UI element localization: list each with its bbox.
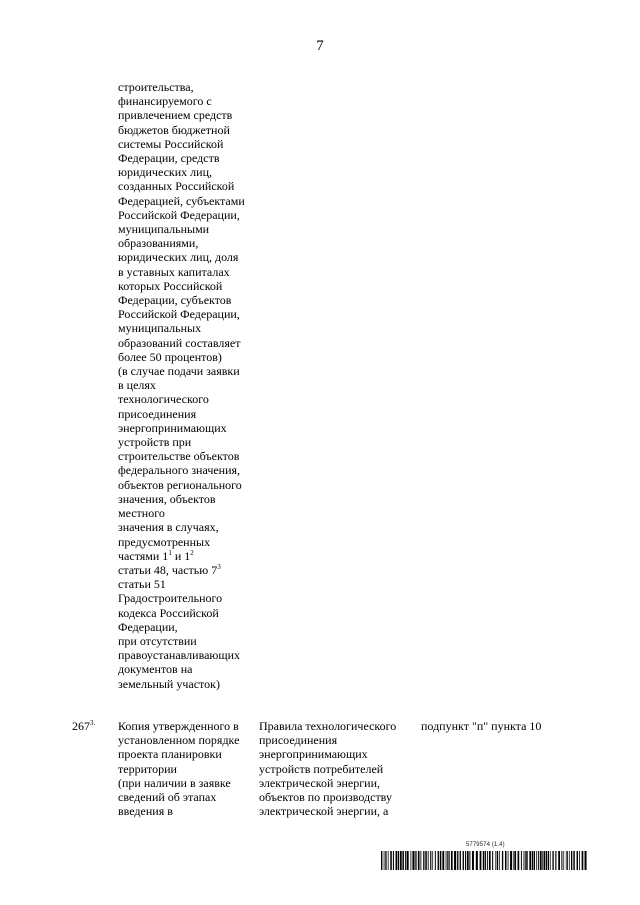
- text-line: Российской Федерации,: [118, 207, 240, 222]
- text-line: муниципальными: [118, 222, 210, 237]
- text-line: юридических лиц, доля: [118, 250, 239, 265]
- barcode-bar: [552, 851, 553, 870]
- barcode: [381, 851, 587, 870]
- text-line: устройств при: [118, 435, 192, 450]
- legal-basis-line: Правила технологического: [259, 719, 397, 733]
- barcode-bar: [451, 851, 453, 870]
- barcode-bar: [497, 851, 499, 870]
- page-number: 7: [316, 38, 324, 54]
- barcode-bar: [457, 851, 458, 870]
- barcode-bar: [384, 851, 385, 870]
- barcode-bar: [508, 851, 509, 870]
- text-line: образований составляет: [118, 335, 241, 350]
- barcode-bar: [518, 851, 520, 870]
- barcode-bar: [428, 851, 429, 870]
- text-line: Федерации, средств: [118, 151, 220, 166]
- barcode-bar: [558, 851, 560, 870]
- legal-basis-cell: [259, 719, 419, 818]
- text-line: объектов регионального: [118, 477, 242, 492]
- barcode-bar: [476, 851, 478, 870]
- barcode-bar: [585, 851, 587, 870]
- text-line: бюджетов бюджетной: [118, 122, 230, 137]
- barcode-bar: [487, 851, 488, 870]
- barcode-bar: [567, 851, 568, 870]
- barcode-bar: [573, 851, 574, 870]
- barcode-bar: [548, 851, 549, 870]
- barcode-bar: [514, 851, 516, 870]
- text-line: Федерации,: [118, 619, 178, 634]
- text-line: которых Российской: [118, 278, 223, 293]
- barcode-bar: [432, 851, 433, 870]
- barcode-bar: [447, 851, 448, 870]
- text-line: присоединения: [118, 406, 197, 421]
- barcode-bar: [423, 851, 424, 870]
- text-line: федерального значения,: [118, 463, 241, 478]
- legal-basis-line: объектов по производству: [259, 790, 392, 805]
- text-line: строительстве объектов: [118, 449, 240, 464]
- barcode-bar: [538, 851, 539, 870]
- text-line: кодекса Российской: [118, 605, 219, 620]
- text-line: образованиями,: [118, 236, 199, 251]
- barcode-bar: [513, 851, 514, 870]
- text-line: Российской Федерации,: [118, 307, 240, 322]
- text-line: в целях: [118, 378, 156, 393]
- barcode-bar: [393, 851, 394, 870]
- barcode-bar: [430, 851, 431, 870]
- barcode-bar: [502, 851, 503, 870]
- clause-reference-cell: [421, 719, 571, 733]
- barcode-bar: [485, 851, 486, 870]
- row-number: $267^{3.}$: [72, 719, 96, 733]
- barcode-bar: [524, 851, 525, 870]
- text-line: более 50 процентов): [118, 349, 222, 364]
- barcode-bar: [532, 851, 533, 870]
- text-line: земельный участок): [118, 676, 220, 691]
- barcode-bar: [495, 851, 496, 870]
- barcode-bar: [467, 851, 469, 870]
- barcode-bar: [505, 851, 507, 870]
- barcode-bar: [400, 851, 402, 870]
- text-line: статьи 51: [118, 577, 166, 592]
- text-line: созданных Российской: [118, 179, 235, 194]
- document-name-cell: [118, 719, 258, 818]
- text-line: значения в случаях,: [118, 520, 219, 535]
- legal-basis-line: энергопринимающих: [259, 747, 368, 762]
- barcode-bar: [579, 851, 580, 870]
- barcode-bar: [411, 851, 412, 870]
- text-line: правоустанавливающих: [118, 648, 241, 663]
- barcode-bar: [561, 851, 562, 870]
- continuation-text-block-2: [118, 577, 258, 691]
- text-line: Федерацией, субъектами: [118, 193, 245, 208]
- barcode-bar: [388, 851, 389, 870]
- continuation-text-block-1: [118, 80, 258, 549]
- text-line: системы Российской: [118, 136, 224, 151]
- barcode-bar: [435, 851, 436, 870]
- barcode-bar: [381, 851, 382, 870]
- barcode-bar: [525, 851, 526, 870]
- barcode-bar: [582, 851, 584, 870]
- barcode-bar: [415, 851, 416, 870]
- text-line: Градостроительного: [118, 591, 223, 606]
- barcode-bar: [563, 851, 564, 870]
- barcode-bar: [420, 851, 421, 870]
- barcode-bar: [440, 851, 442, 870]
- barcode-bar: [489, 851, 491, 870]
- barcode-bar: [529, 851, 531, 870]
- document-name-line: установленном порядке: [118, 733, 240, 748]
- text-line: Федерации, субъектов: [118, 293, 232, 308]
- text-line: предусмотренных: [118, 534, 211, 549]
- barcode-bar: [521, 851, 522, 870]
- legal-basis-line: устройств потребителей: [259, 761, 384, 776]
- barcode-bar: [550, 851, 551, 870]
- document-name-line: проекта планировки: [118, 747, 222, 762]
- barcode-bar: [463, 851, 464, 870]
- document-name-line: сведений об этапах: [118, 790, 217, 805]
- barcode-bar: [438, 851, 439, 870]
- article-48-line: статьи 48, частью $7^3$: [118, 562, 221, 577]
- barcode-bar: [544, 851, 546, 870]
- barcode-bar: [405, 851, 406, 870]
- barcode-bar: [469, 851, 470, 870]
- barcode-bar: [465, 851, 466, 870]
- continuation-cell: [118, 80, 258, 691]
- barcode-bar: [390, 851, 392, 870]
- text-line: (в случае подачи заявки: [118, 364, 240, 379]
- barcode-bar: [396, 851, 398, 870]
- barcode-bar: [472, 851, 474, 870]
- barcode-bar: [449, 851, 450, 870]
- document-name-line: (при наличии в заявке: [118, 775, 231, 790]
- barcode-bar: [510, 851, 512, 870]
- document-name-line: введения в: [118, 804, 173, 819]
- legal-basis-line: присоединения: [259, 733, 338, 748]
- text-line: технологического: [118, 392, 209, 407]
- barcode-bar: [577, 851, 578, 870]
- text-line: местного: [118, 506, 165, 521]
- barcode-bar: [526, 851, 527, 870]
- barcode-bar: [540, 851, 542, 870]
- legal-basis-line: электрической энергии, а: [259, 804, 389, 819]
- barcode-bar: [418, 851, 420, 870]
- clause-reference-line: подпункт "п" пункта 10: [421, 719, 542, 733]
- text-line: значения, объектов: [118, 491, 216, 506]
- parts-line: частями $1^1$ и $1^2$: [118, 548, 194, 563]
- barcode-bar: [412, 851, 414, 870]
- barcode-bar: [425, 851, 426, 870]
- text-line: строительства,: [118, 80, 194, 94]
- barcode-bar: [385, 851, 386, 870]
- barcode-bar: [460, 851, 461, 870]
- barcode-bar: [555, 851, 556, 870]
- barcode-bar: [454, 851, 456, 870]
- barcode-bar: [536, 851, 537, 870]
- text-line: документов на: [118, 662, 193, 677]
- barcode-label: 5779574 (1.4): [466, 842, 505, 848]
- barcode-bar: [534, 851, 535, 870]
- barcode-bar: [569, 851, 570, 870]
- text-line: привлечением средств: [118, 108, 233, 123]
- barcode-bar: [402, 851, 404, 870]
- text-line: финансируемого с: [118, 94, 212, 109]
- text-line: при отсутствии: [118, 633, 197, 648]
- barcode-bar: [480, 851, 482, 870]
- barcode-bar: [446, 851, 447, 870]
- barcode-bar: [542, 851, 543, 870]
- barcode-bar: [483, 851, 484, 870]
- legal-basis-line: электрической энергии,: [259, 775, 381, 790]
- barcode-bar: [499, 851, 500, 870]
- text-line: в уставных капиталах: [118, 264, 230, 279]
- text-line: энергопринимающих: [118, 420, 227, 435]
- document-name-line: территории: [118, 761, 177, 776]
- text-line: муниципальных: [118, 321, 202, 336]
- barcode-bar: [546, 851, 547, 870]
- barcode-bar: [566, 851, 567, 870]
- barcode-bar: [407, 851, 409, 870]
- barcode-bar: [571, 851, 572, 870]
- text-line: юридических лиц,: [118, 165, 212, 180]
- barcode-bar: [398, 851, 399, 870]
- document-name-line: Копия утвержденного в: [118, 719, 239, 733]
- barcode-bar: [442, 851, 444, 870]
- barcode-bar: [492, 851, 493, 870]
